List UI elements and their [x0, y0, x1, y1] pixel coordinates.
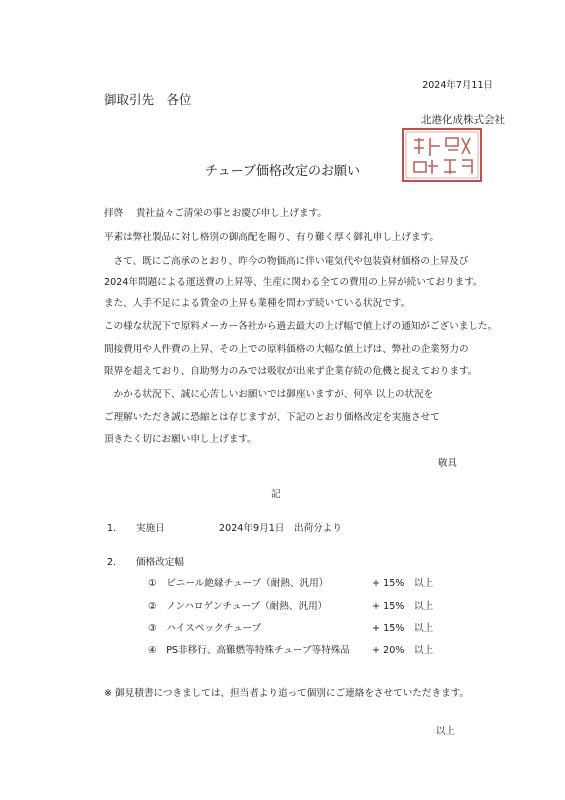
item-label: 価格改定幅 [136, 557, 184, 568]
body-line: 頂きたく切にお願い申し上げます。 [104, 434, 257, 445]
body-line: かかる状況下、誠に心苦しいお願いでは御座いますが、何卒 以上の状況を [104, 389, 434, 400]
body-line: また、人手不足による賃金の上昇も業種を問わず続いている状況です。 [104, 298, 411, 309]
item-number: 2. [107, 557, 117, 568]
body-line: 2024年問題による運送費の上昇等、生産に関わる全ての費用の上昇が続いております。 [104, 277, 483, 288]
document-title: チューブ価格改定のお願い [205, 164, 360, 179]
estimate-note: ※ 御見積書につきましては、担当者より追って個別にご連絡をさせていただきます。 [104, 688, 470, 699]
effective-date-value: 2024年9月1日 出荷分より [219, 523, 342, 534]
company-name: 北港化成株式会社 [421, 114, 505, 126]
closing-keigu: 敬具 [437, 458, 457, 469]
price-item-rate: + 20% 以上 [372, 645, 434, 656]
body-line: さて、既にご高承のとおり、昨今の物価高に伴い電気代や包装資材価格の上昇及び [104, 256, 469, 267]
item-label: 実施日 [136, 523, 165, 534]
ki-heading: 記 [271, 489, 281, 500]
body-line: 平素は弊社製品に対し格別の御高配を賜り、有り難く厚く御礼申し上げます。 [104, 232, 440, 243]
body-line: この様な状況下で原料メーカー各社から過去最大の上げ幅で値上げの通知がございました。 [104, 321, 498, 332]
price-item-name: ② ノンハロゲンチューブ（耐熱、汎用） [148, 601, 328, 612]
price-item-name: ④ PS非移行、高難燃等特殊チューブ等特殊品 [148, 645, 350, 656]
item-number: 1. [107, 523, 117, 534]
body-line: 間接費用や人件費の上昇、その上での原料価格の大幅な値上げは、弊社の企業努力の [104, 344, 469, 355]
price-item-rate: + 15% 以上 [372, 601, 434, 612]
body-line: 限界を超えており、自助努力のみでは吸収が出来ず企業存続の危機と捉えております。 [104, 366, 478, 377]
body-line: 拝啓 貴社益々ご清栄の事とお慶び申し上げます。 [104, 208, 327, 219]
body-line: ご理解いただき誠に恐縮とは存じますが、下記のとおり価格改定を実施させて [104, 412, 440, 423]
price-item-name: ③ ハイスペックチューブ [148, 623, 262, 634]
recipient-line: 御取引先 各位 [104, 92, 192, 107]
closing-ijo: 以上 [435, 726, 455, 737]
price-item-rate: + 15% 以上 [372, 623, 434, 634]
price-item-name: ① ビニール絶縁チューブ（耐熱、汎用） [148, 578, 329, 589]
document-date: 2024年7月11日 [422, 80, 493, 91]
price-item-rate: + 15% 以上 [372, 578, 434, 589]
